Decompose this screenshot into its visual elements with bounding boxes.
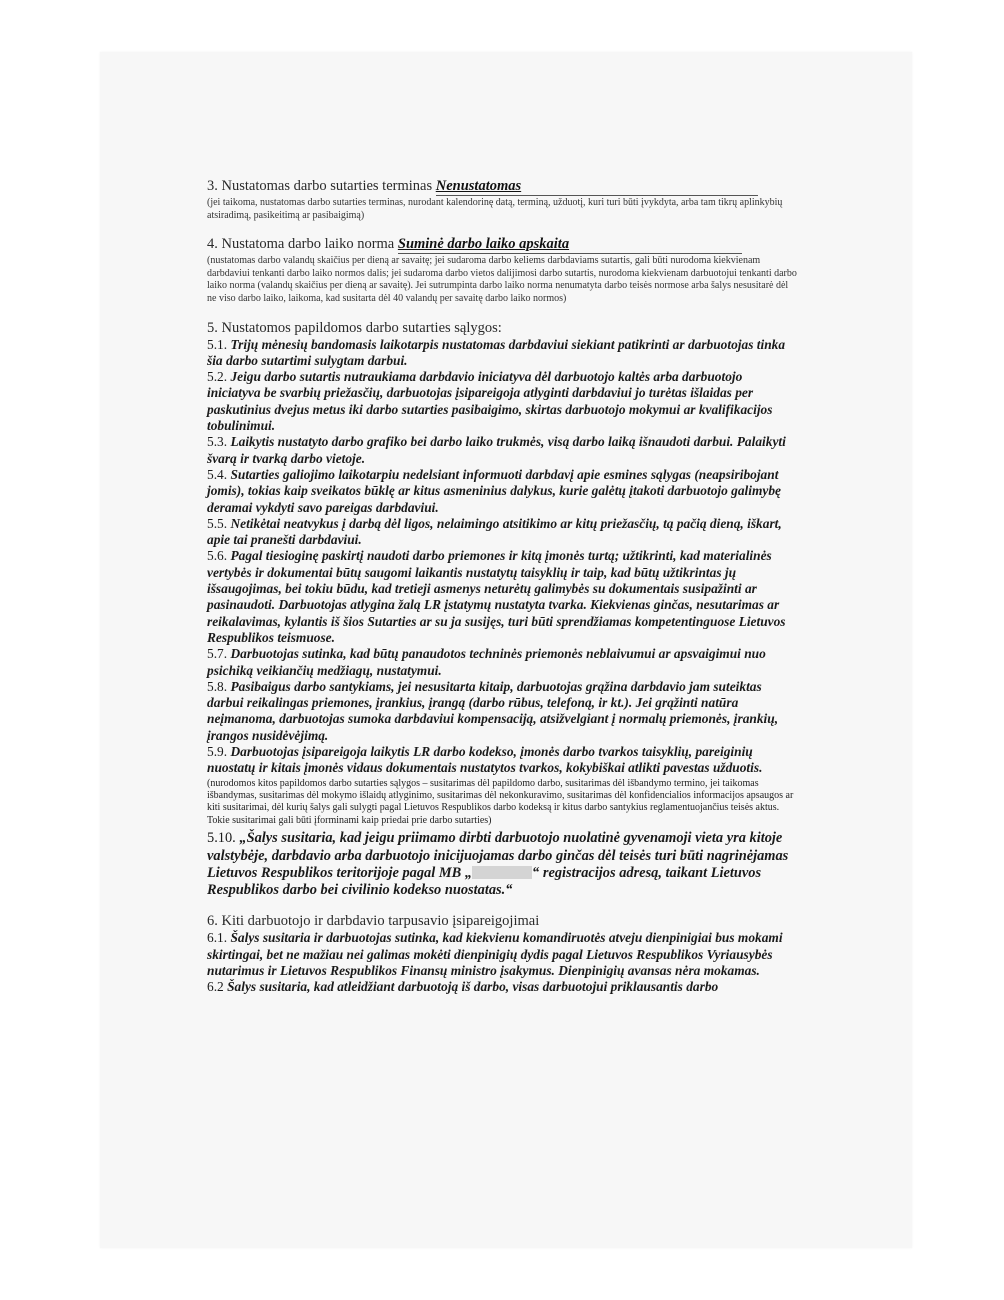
section-5-items — [207, 337, 797, 777]
section-6-title: 6. Kiti darbuotojo ir darbdavio tarpusavio įsipareigojimai — [207, 913, 540, 930]
section-5-title: 5. Nustatomos papildomos darbo sutarties sąlygos: — [207, 319, 502, 336]
list-item: 5.5. Netikėtai neatvykus į darbą dėl ligos, nelaimingo atsitikimo ar kitų priežasčių, tą pačią dieną, iškart, apie tai pranešti darbdaviui. — [207, 515, 782, 548]
section-5 — [207, 320, 797, 900]
list-item: 5.8. Pasibaigus darbo santykiams, jei nesusitarta kitaip, darbuotojas grąžina darbdavio jam suteiktas darbui reikalingas priemones, įrankius, įrangą (darbo rūbus, telefoną, ir kt.). Jei grąžinti natūra neįmanoma, darbuotojas sumoka darbdaviui kompensaciją, atsižvelgiant į normalų priemonės, įrankių, įrangos nusidėvėjimą. — [207, 678, 779, 743]
redacted-name — [472, 866, 532, 879]
section-4-note: (nustatomas darbo valandų skaičius per dieną ar savaitę; jei sudaroma darbo keliems darbdaviams sutartis, gali būti nurodoma kiekvienam darbdaviui tenkanti darbo laiko normos dalis; jei sudaroma darbo vietos dalijimosi darbo sutartis, nurodoma kiekvienam darbuotojui tenkanti darbo laiko norma (valandų skaičius per dieną ar savaitę). Jei sutrumpinta darbo laiko norma nenumatyta darbo teisės normose arba šalys nesusitarė dėl ne viso darbo laiko, laikoma, kad susitarta dėl 40 valandų per savaitę darbo laiko normos) — [207, 255, 797, 304]
section-3-note: (jei taikoma, nustatomas darbo sutarties terminas, nurodant kalendorinę datą, terminą, užduotį, kuri turi būti įvykdyta, arba tam tikrų aplinkybių atsiradimą, pasikeitimą ar pasibaigimą) — [207, 197, 783, 221]
list-item: 5.9. Darbuotojas įsipareigoja laikytis LR darbo kodekso, įmonės darbo tvarkos taisyklių, pareiginių nuostatų ir kitais įmonės vidaus dokumentais nustatytos tvarkos, kokybiškai atlikti pavestas užduotis. — [207, 743, 763, 776]
list-item: 5.4. Sutarties galiojimo laikotarpiu nedelsiant informuoti darbdavį apie esmines sąlygas (neapsiribojant jomis), tokias kaip sveikatos būklę ar kitus asmeninius dalykus, kurie galėtų įtakoti darbuotojo galimybę deramai vykdyti savo pareigas darbdaviui. — [207, 466, 781, 515]
list-item: 6.1. Šalys susitaria ir darbuotojas sutinka, kad kiekvienu komandiruotės atveju dienpinigiai bus mokami skirtingai, bet ne mažiau nei galimas mokėti dienpinigių dydis pagal Lietuvos Respublikos Vyriausybės nutarimus ir Lietuvos Respublikos Finansų ministro įsakymus. Dienpinigių avansas nėra mokamas. — [207, 930, 783, 978]
list-item: 5.3. Laikytis nustatyto darbo grafiko bei darbo laiko trukmės, visą darbo laiką išnaudoti darbui. Palaikyti švarą ir tvarką darbo vietoje. — [207, 434, 786, 466]
section-5-note: (nurodomos kitos papildomos darbo sutarties sąlygos – susitarimas dėl papildomo darbo, susitarimas dėl išbandymo termino, jei taikomas išbandymas, susitarimas dėl mokymo išlaidų atlyginimo, susitarimas dėl nekonkuravimo, susitarimas dėl konfidencialios informacijos apsaugos ar kiti susitarimai, dėl kurių šalys gali sulygti pagal Lietuvos Respublikos darbo kodeksą ir kitus darbo santykius reglamentuojančius teisės aktus. Tokie susitarimai gali būti įforminami kaip priedai prie darbo sutarties) — [207, 777, 794, 826]
section-4-value: Suminė darbo laiko apskaita — [398, 236, 742, 254]
section-3-value: Nenustatomas — [436, 178, 758, 196]
section-4 — [207, 236, 797, 305]
list-item: 5.2. Jeigu darbo sutartis nutraukiama darbdavio iniciatyva dėl darbuotojo kaltės arba darbuotojo iniciatyva be svarbių priežasčių, darbuotojas įsipareigoja atlyginti darbdaviui jo turėtas išlaidas per paskutinius dvejus metus iki darbo sutarties pasibaigimo, skirtas darbuotojo mokymui ar kvalifikacijos tobulinimui. — [207, 369, 773, 434]
section-4-title: 4. Nustatoma darbo laiko norma — [207, 236, 395, 253]
section-3 — [207, 178, 797, 222]
list-item: 6.2 Šalys susitaria, kad atleidžiant darbuotoją iš darbo, visas darbuotojui priklausantis darbo — [207, 979, 719, 995]
list-item: 5.1. Trijų mėnesių bandomasis laikotarpis nustatomas darbdaviui siekiant patikrinti ar darbuotojas tinka šia darbo sutartimi sulygtam darbui. — [207, 336, 786, 368]
section-3-title: 3. Nustatomas darbo sutarties terminas — [207, 178, 433, 194]
list-item: 5.7. Darbuotojas sutinka, kad būtų panaudotos techninės priemonės neblaivumui ar apsvaigimui nuo psichiką veikiančių medžiagų, nustatymui. — [207, 646, 766, 678]
list-item: 5.6. Pagal tiesioginę paskirtį naudoti darbo priemones ir kitą įmonės turtą; užtikrinti, kad materialinės vertybės ir dokumentai būtų saugomi laikantis nustatytų taisyklių ir taip, kad būtų užtikrintas jų išsaugojimas, bei tokiu būdu, kad tretieji asmenys neturėtų galimybės su dokumentais susipažinti ar pasinaudoti. Darbuotojas atlygina žalą LR įstatymų nustatyta tvarka. Kiekvienas ginčas, nesutarimas ar reikalavimas, kylantis iš šios Sutarties ar su ja susijęs, turi būti sprendžiamas kompetentinguose Lietuvos Respublikos teismuose. — [207, 548, 786, 645]
section-6 — [207, 913, 797, 995]
list-item-5-10: 5.10. „Šalys susitaria, kad jeigu priimamo dirbti darbuotojo nuolatinė gyvenamoji vieta yra kitoje valstybėje, darbdavio arba darbuotojo inicijuojamas darbo ginčas dėl teisės turi būti nagrinėjamas Lietuvos Respublikos teritorijoje pagal MB „ “ registracijos adresą, taikant Lietuvos Respublikos darbo bei civilinio kodekso nuostatas.“ — [207, 830, 789, 899]
document-body — [207, 178, 797, 996]
